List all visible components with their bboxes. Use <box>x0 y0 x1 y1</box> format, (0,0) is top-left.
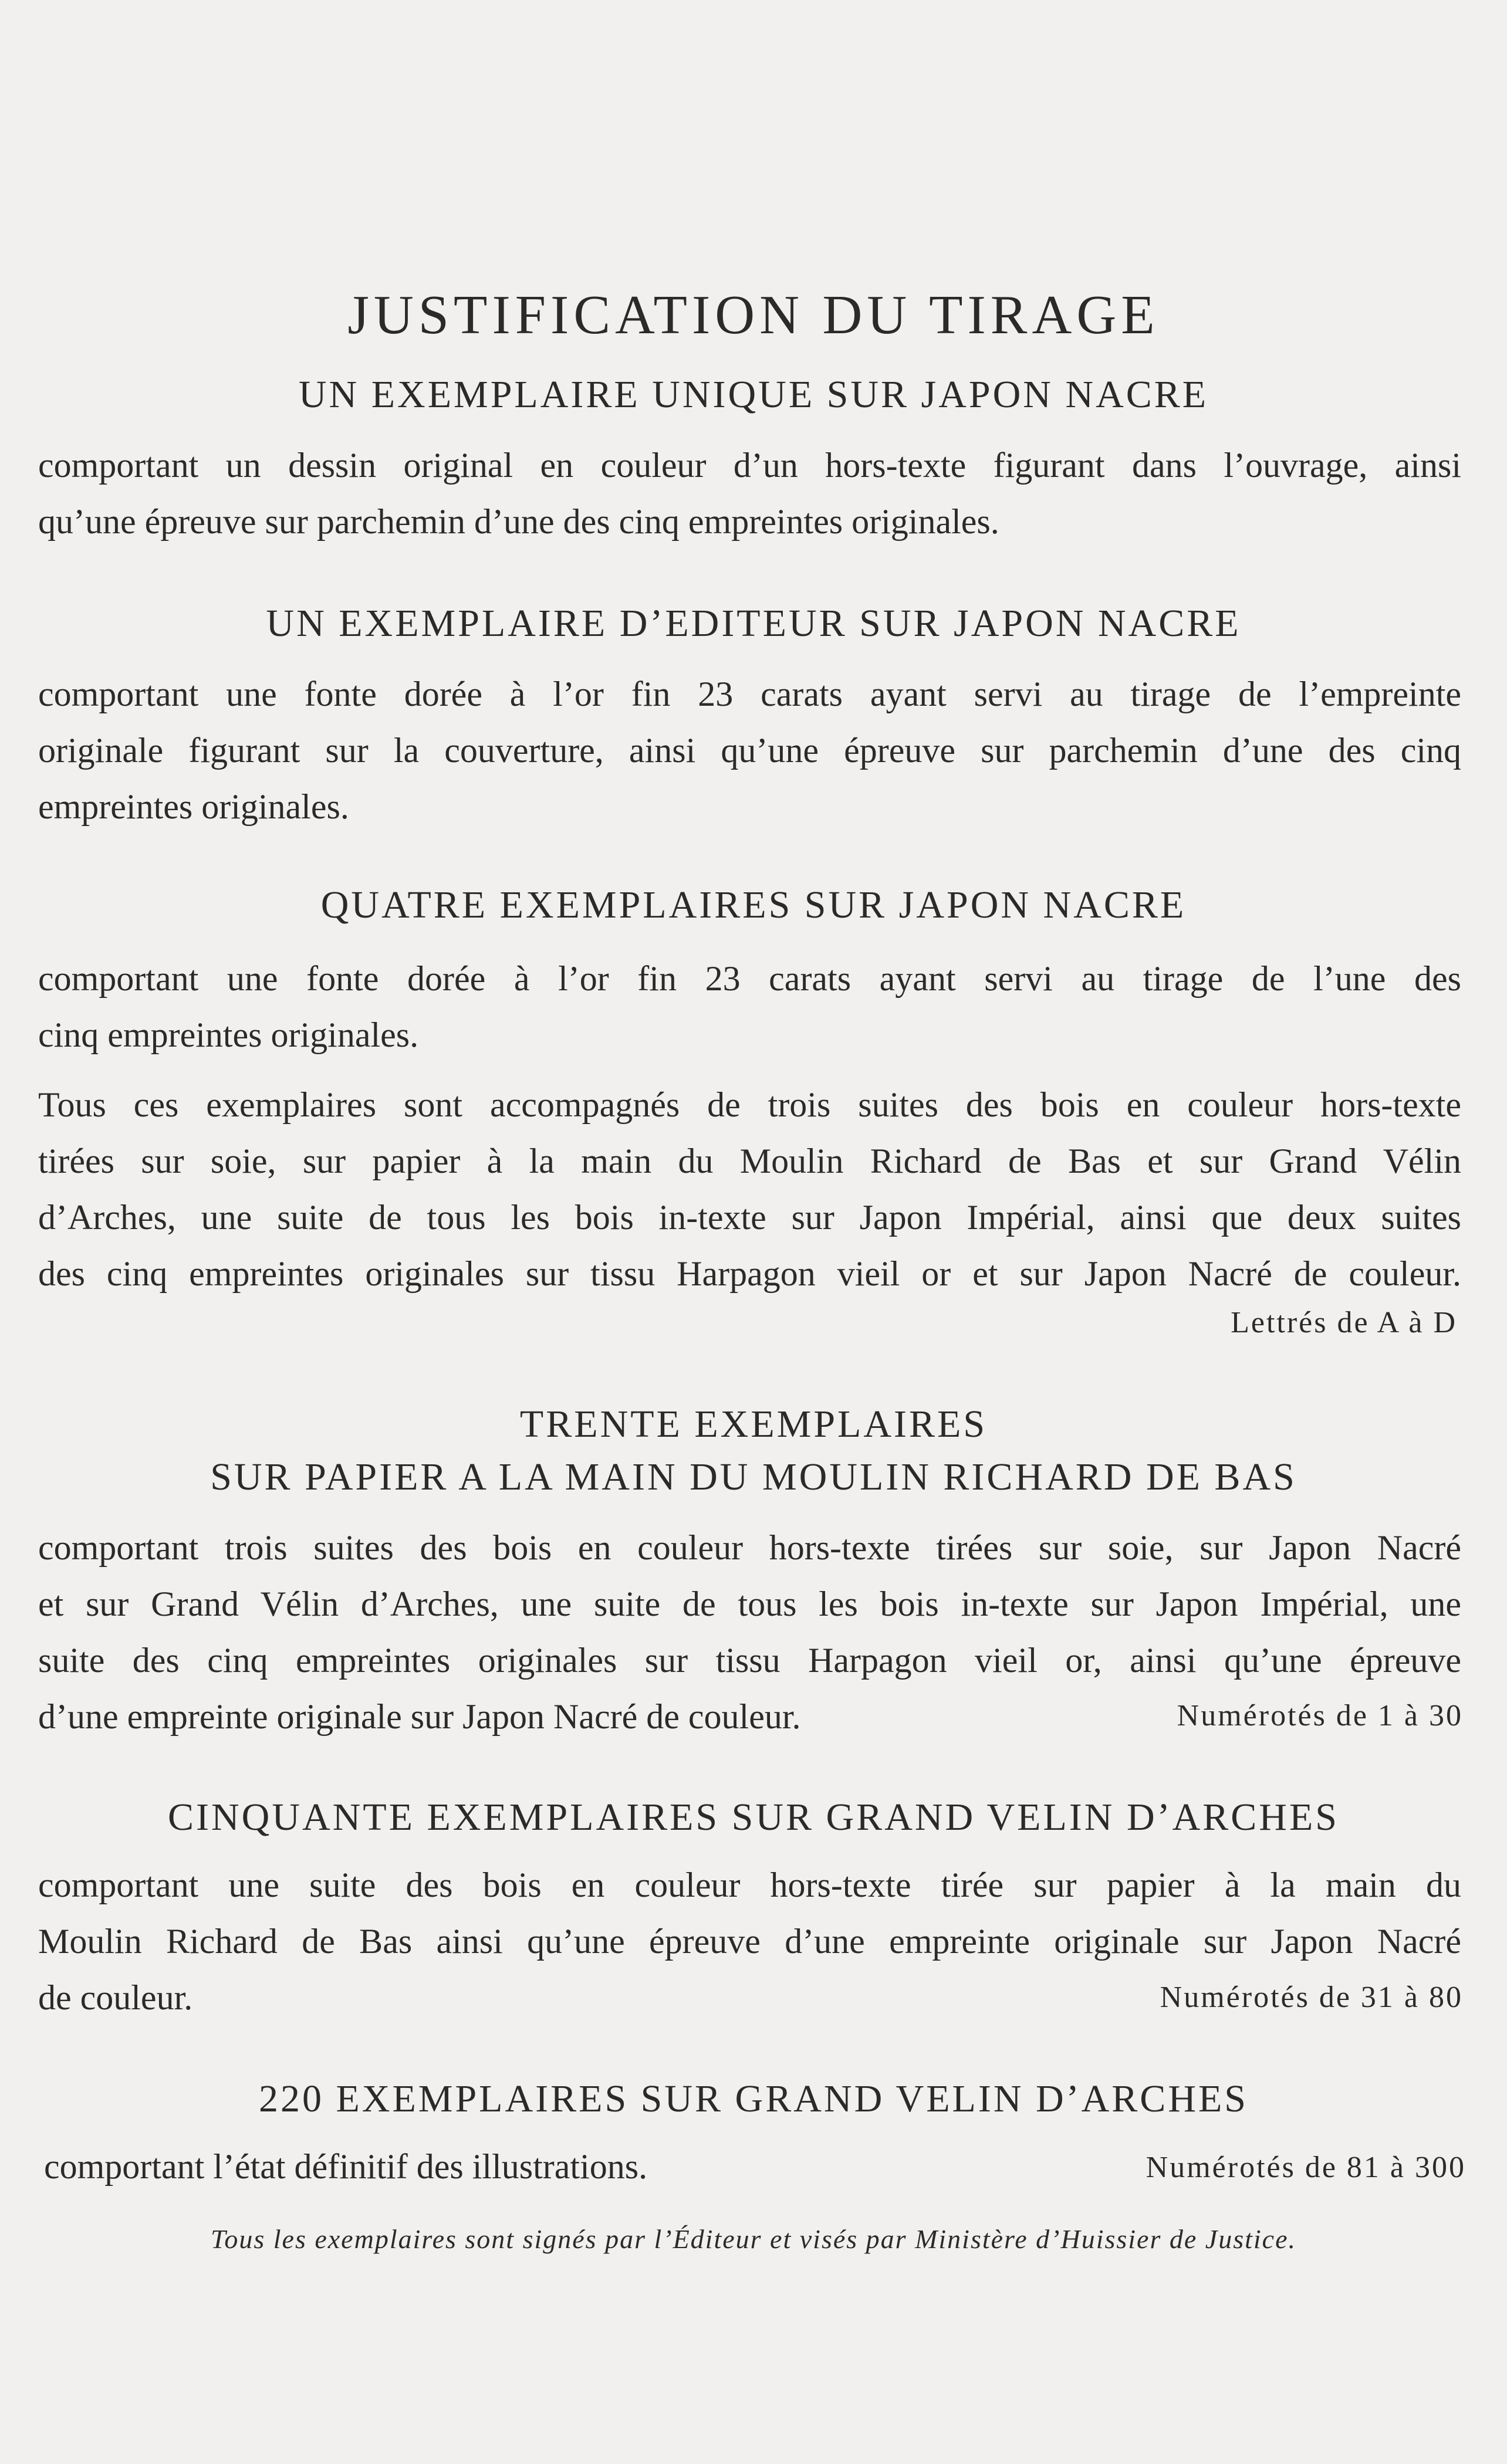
section-heading-quatre: QUATRE EXEMPLAIRES SUR JAPON NACRE <box>320 884 1187 926</box>
text-line: comportant trois suites des bois en couleur hors-texte tirées sur soie, sur Japon Nacré <box>38 1528 1461 1567</box>
text-line: et sur Grand Vélin d’Arches, une suite de tous les bois in-texte sur Japon Impérial, une <box>38 1585 1461 1623</box>
text-line: d’Arches, une suite de tous les bois in-texte sur Japon Impérial, ainsi que deux suites <box>38 1198 1461 1237</box>
numbering-lettres: Lettrés de A à D <box>1231 1306 1457 1339</box>
text-line: comportant un dessin original en couleur d’un hors-texte figurant dans l’ouvrage, ainsi <box>38 446 1461 485</box>
text-line: de couleur. <box>38 1978 193 2017</box>
text-line: qu’une épreuve sur parchemin d’une des cinq empreintes originales. <box>38 502 999 541</box>
text-line: comportant une fonte dorée à l’or fin 23 carats ayant servi au tirage de l’empreinte <box>38 675 1461 713</box>
page-title: JUSTIFICATION DU TIRAGE <box>347 284 1160 346</box>
text-line: empreintes originales. <box>38 787 349 826</box>
section-text-suites <box>38 1077 1461 1302</box>
text-line: suite des cinq empreintes originales sur tissu Harpagon vieil or, ainsi qu’une épreuve <box>38 1641 1461 1680</box>
text-line: Moulin Richard de Bas ainsi qu’une épreuve d’une empreinte originale sur Japon Nacré <box>38 1922 1461 1961</box>
section-heading-cinquante: CINQUANTE EXEMPLAIRES SUR GRAND VELIN D’ARCHES <box>168 1796 1339 1839</box>
text-line: comportant l’état définitif des illustrations. <box>44 2147 648 2186</box>
section-heading-trente: TRENTE EXEMPLAIRES <box>519 1403 988 1446</box>
numbering-220: Numérotés de 81 à 300 <box>1146 2151 1466 2184</box>
section-text-220 <box>44 2138 807 2195</box>
text-line: originale figurant sur la couverture, ainsi qu’une épreuve sur parchemin d’une des cinq <box>38 731 1461 770</box>
section-text-unique <box>38 437 1461 550</box>
section-subheading-trente: SUR PAPIER A LA MAIN DU MOULIN RICHARD DE BAS <box>210 1456 1297 1498</box>
section-heading-unique: UN EXEMPLAIRE UNIQUE SUR JAPON NACRE <box>298 373 1209 416</box>
section-text-editeur <box>38 666 1461 835</box>
text-line: tirées sur soie, sur papier à la main du Moulin Richard de Bas et sur Grand Vélin <box>38 1142 1461 1180</box>
text-line: comportant une fonte dorée à l’or fin 23 carats ayant servi au tirage de l’une des <box>38 959 1461 998</box>
text-line: Tous ces exemplaires sont accompagnés de trois suites des bois en couleur hors-texte <box>38 1085 1461 1124</box>
section-heading-220: 220 EXEMPLAIRES SUR GRAND VELIN D’ARCHES <box>258 2077 1249 2120</box>
numbering-trente: Numérotés de 1 à 30 <box>1177 1699 1463 1732</box>
text-line: des cinq empreintes originales sur tissu Harpagon vieil or et sur Japon Nacré de couleur. <box>38 1254 1461 1293</box>
section-text-quatre <box>38 950 1461 1063</box>
text-line: d’une empreinte originale sur Japon Nacré de couleur. <box>38 1697 801 1736</box>
numbering-cinquante: Numérotés de 31 à 80 <box>1160 1981 1463 2014</box>
text-line: cinq empreintes originales. <box>38 1016 419 1054</box>
section-heading-editeur: UN EXEMPLAIRE D’EDITEUR SUR JAPON NACRE <box>266 602 1241 645</box>
text-line: comportant une suite des bois en couleur hors-texte tirée sur papier à la main du <box>38 1866 1461 1904</box>
footer-note: Tous les exemplaires sont signés par l’Éditeur et visés par Ministère d’Huissier de Justice. <box>210 2224 1297 2254</box>
